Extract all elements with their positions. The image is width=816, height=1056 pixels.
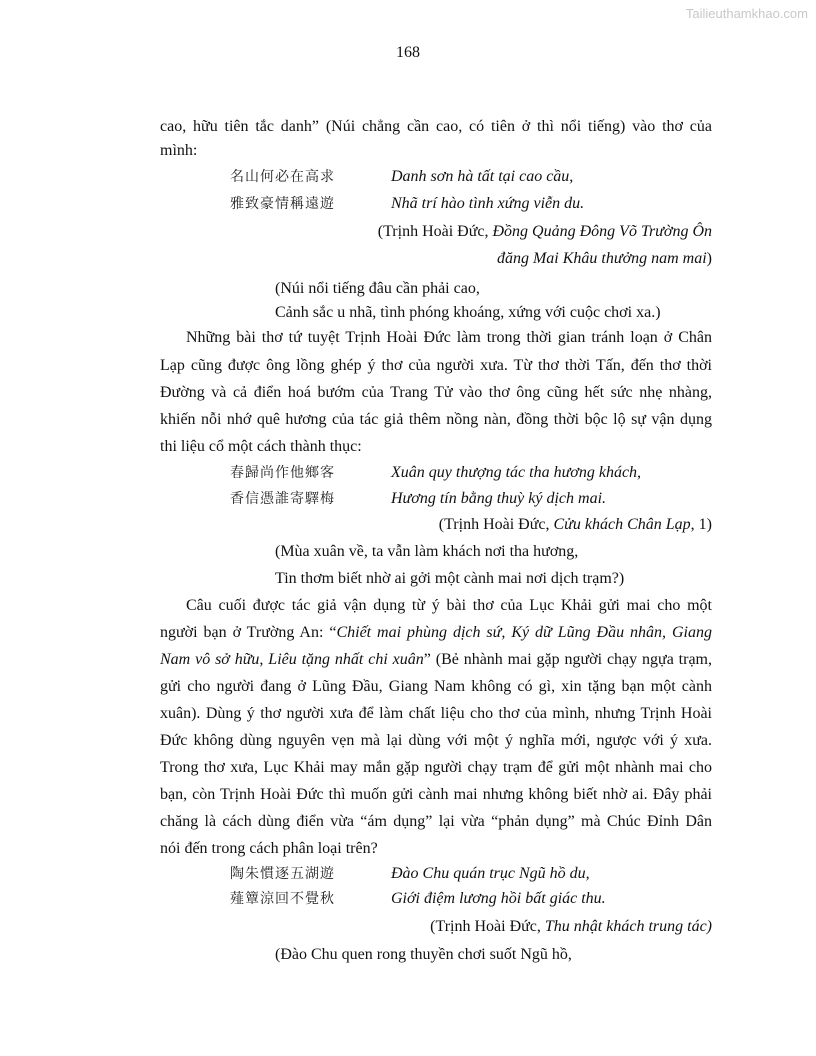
paragraph-line: Câu cuối được tác giả vận dụng từ ý bài thơ của Lục Khải gửi mai cho một [186, 597, 712, 614]
paragraph-line: Đường và cả điển hoá bướm của Trang Tử vào thơ ông cũng hết sức nhẹ nhàng, [160, 384, 712, 401]
paragraph-line: bạn, còn Trịnh Hoài Đức thì muốn gửi cành mai nhưng không biết nhờ ai. Đây phải [160, 786, 712, 803]
han-verse: 春歸尚作他鄉客 [230, 465, 335, 481]
han-verse: 香信憑誰寄驛梅 [230, 491, 335, 507]
translation-line: Tin thơm biết nhờ ai gởi một cành mai nơi dịch trạm?) [275, 570, 625, 587]
citation [430, 917, 712, 937]
citation-title: đăng Mai Khâu thưởng nam mai [496, 250, 707, 267]
citation [497, 249, 712, 269]
citation-title: Thu nhật khách trung tác) [544, 918, 712, 935]
paragraph-line: xuân). Dùng ý thơ người xưa để làm chất liệu cho thơ của mình, nhưng Trịnh Hoài [160, 705, 712, 722]
paragraph-line: khiến nỗi nhớ quê hương của tác giả thêm nồng nàn, đồng thời bộc lộ sự vận dụng [160, 411, 712, 428]
citation-author: (Trịnh Hoài Đức, [377, 223, 493, 240]
citation-title: Đồng Quảng Đông Võ Trường Ôn [492, 223, 712, 240]
paragraph-line: thi liệu cổ một cách thành thục: [160, 438, 362, 455]
viet-verse: Xuân quy thượng tác tha hương khách, [391, 464, 642, 481]
paragraph-line: Trong thơ xưa, Lục Khải may mắn gặp người chạy trạm để gửi một nhành mai cho [160, 759, 712, 776]
han-verse: 陶朱慣逐五湖遊 [230, 866, 335, 882]
citation-title: Cửu khách Chân Lạp [553, 516, 691, 533]
viet-verse: Giới điệm lương hồi bất giác thu. [391, 890, 606, 907]
quoted-verse: Nam vô sở hữu, Liêu tặng nhất chi xuân [160, 651, 424, 668]
citation [378, 222, 712, 242]
watermark: Tailieuthamkhao.com [685, 6, 808, 21]
viet-verse: Nhã trí hào tình xứng viễn du. [391, 195, 585, 212]
viet-verse: Đào Chu quán trục Ngũ hồ du, [391, 865, 590, 882]
paragraph-line: Đức không dùng nguyên vẹn mà lại dùng với một ý nghĩa mới, ngược với ý xưa. [160, 732, 712, 749]
citation-author: (Trịnh Hoài Đức, [430, 918, 545, 935]
han-verse: 薤簟涼回不覺秋 [230, 891, 335, 907]
quoted-verse: Chiết mai phùng dịch sứ, Ký dữ Lũng Đầu nhân, Giang [336, 624, 712, 641]
text-span: ” (Bẻ nhành mai gặp người chạy ngựa trạm, [423, 651, 712, 668]
text-span: người bạn ở Trường An: “ [160, 624, 337, 641]
paragraph-line: mình: [160, 142, 198, 159]
viet-verse: Danh sơn hà tất tại cao cầu, [391, 168, 574, 185]
viet-verse: Hương tín bằng thuỳ ký dịch mai. [391, 490, 607, 507]
paragraph-line: cao, hữu tiên tắc danh” (Núi chẳng cần cao, có tiên ở thì nổi tiếng) vào thơ của [160, 118, 712, 135]
translation-line: Cảnh sắc u nhã, tình phóng khoáng, xứng với cuộc chơi xa.) [275, 304, 661, 321]
page-number: 168 [396, 44, 420, 61]
citation-close: ) [706, 250, 712, 267]
translation-line: (Núi nổi tiếng đâu cần phải cao, [275, 280, 480, 297]
han-verse: 雅致豪情稱遠遊 [230, 196, 335, 212]
translation-line: (Đào Chu quen rong thuyền chơi suốt Ngũ hồ, [275, 946, 572, 963]
paragraph-line: Những bài thơ tứ tuyệt Trịnh Hoài Đức làm trong thời gian tránh loạn ở Chân [186, 329, 712, 346]
paragraph-line [160, 623, 712, 643]
han-verse: 名山何必在高求 [230, 169, 335, 185]
translation-line: (Mùa xuân về, ta vẫn làm khách nơi tha hương, [275, 543, 579, 560]
paragraph-line: chăng là cách dùng điển vừa “ám dụng” lại vừa “phản dụng” mà Chúc Đỉnh Dân [160, 813, 712, 830]
citation-author: (Trịnh Hoài Đức, [438, 516, 554, 533]
paragraph-line: gửi cho người đang ở Lũng Đầu, Giang Nam không có gì, xin tặng bạn một cành [160, 678, 712, 695]
paragraph-line: Lạp cũng được ông lồng ghép ý thơ của người xưa. Từ thơ thời Tấn, đến thơ thời [160, 357, 712, 374]
paragraph-line: nói đến trong cách phân loại trên? [160, 840, 378, 857]
paragraph-line [160, 650, 712, 670]
citation-close: , 1) [690, 516, 712, 533]
citation [439, 515, 712, 535]
